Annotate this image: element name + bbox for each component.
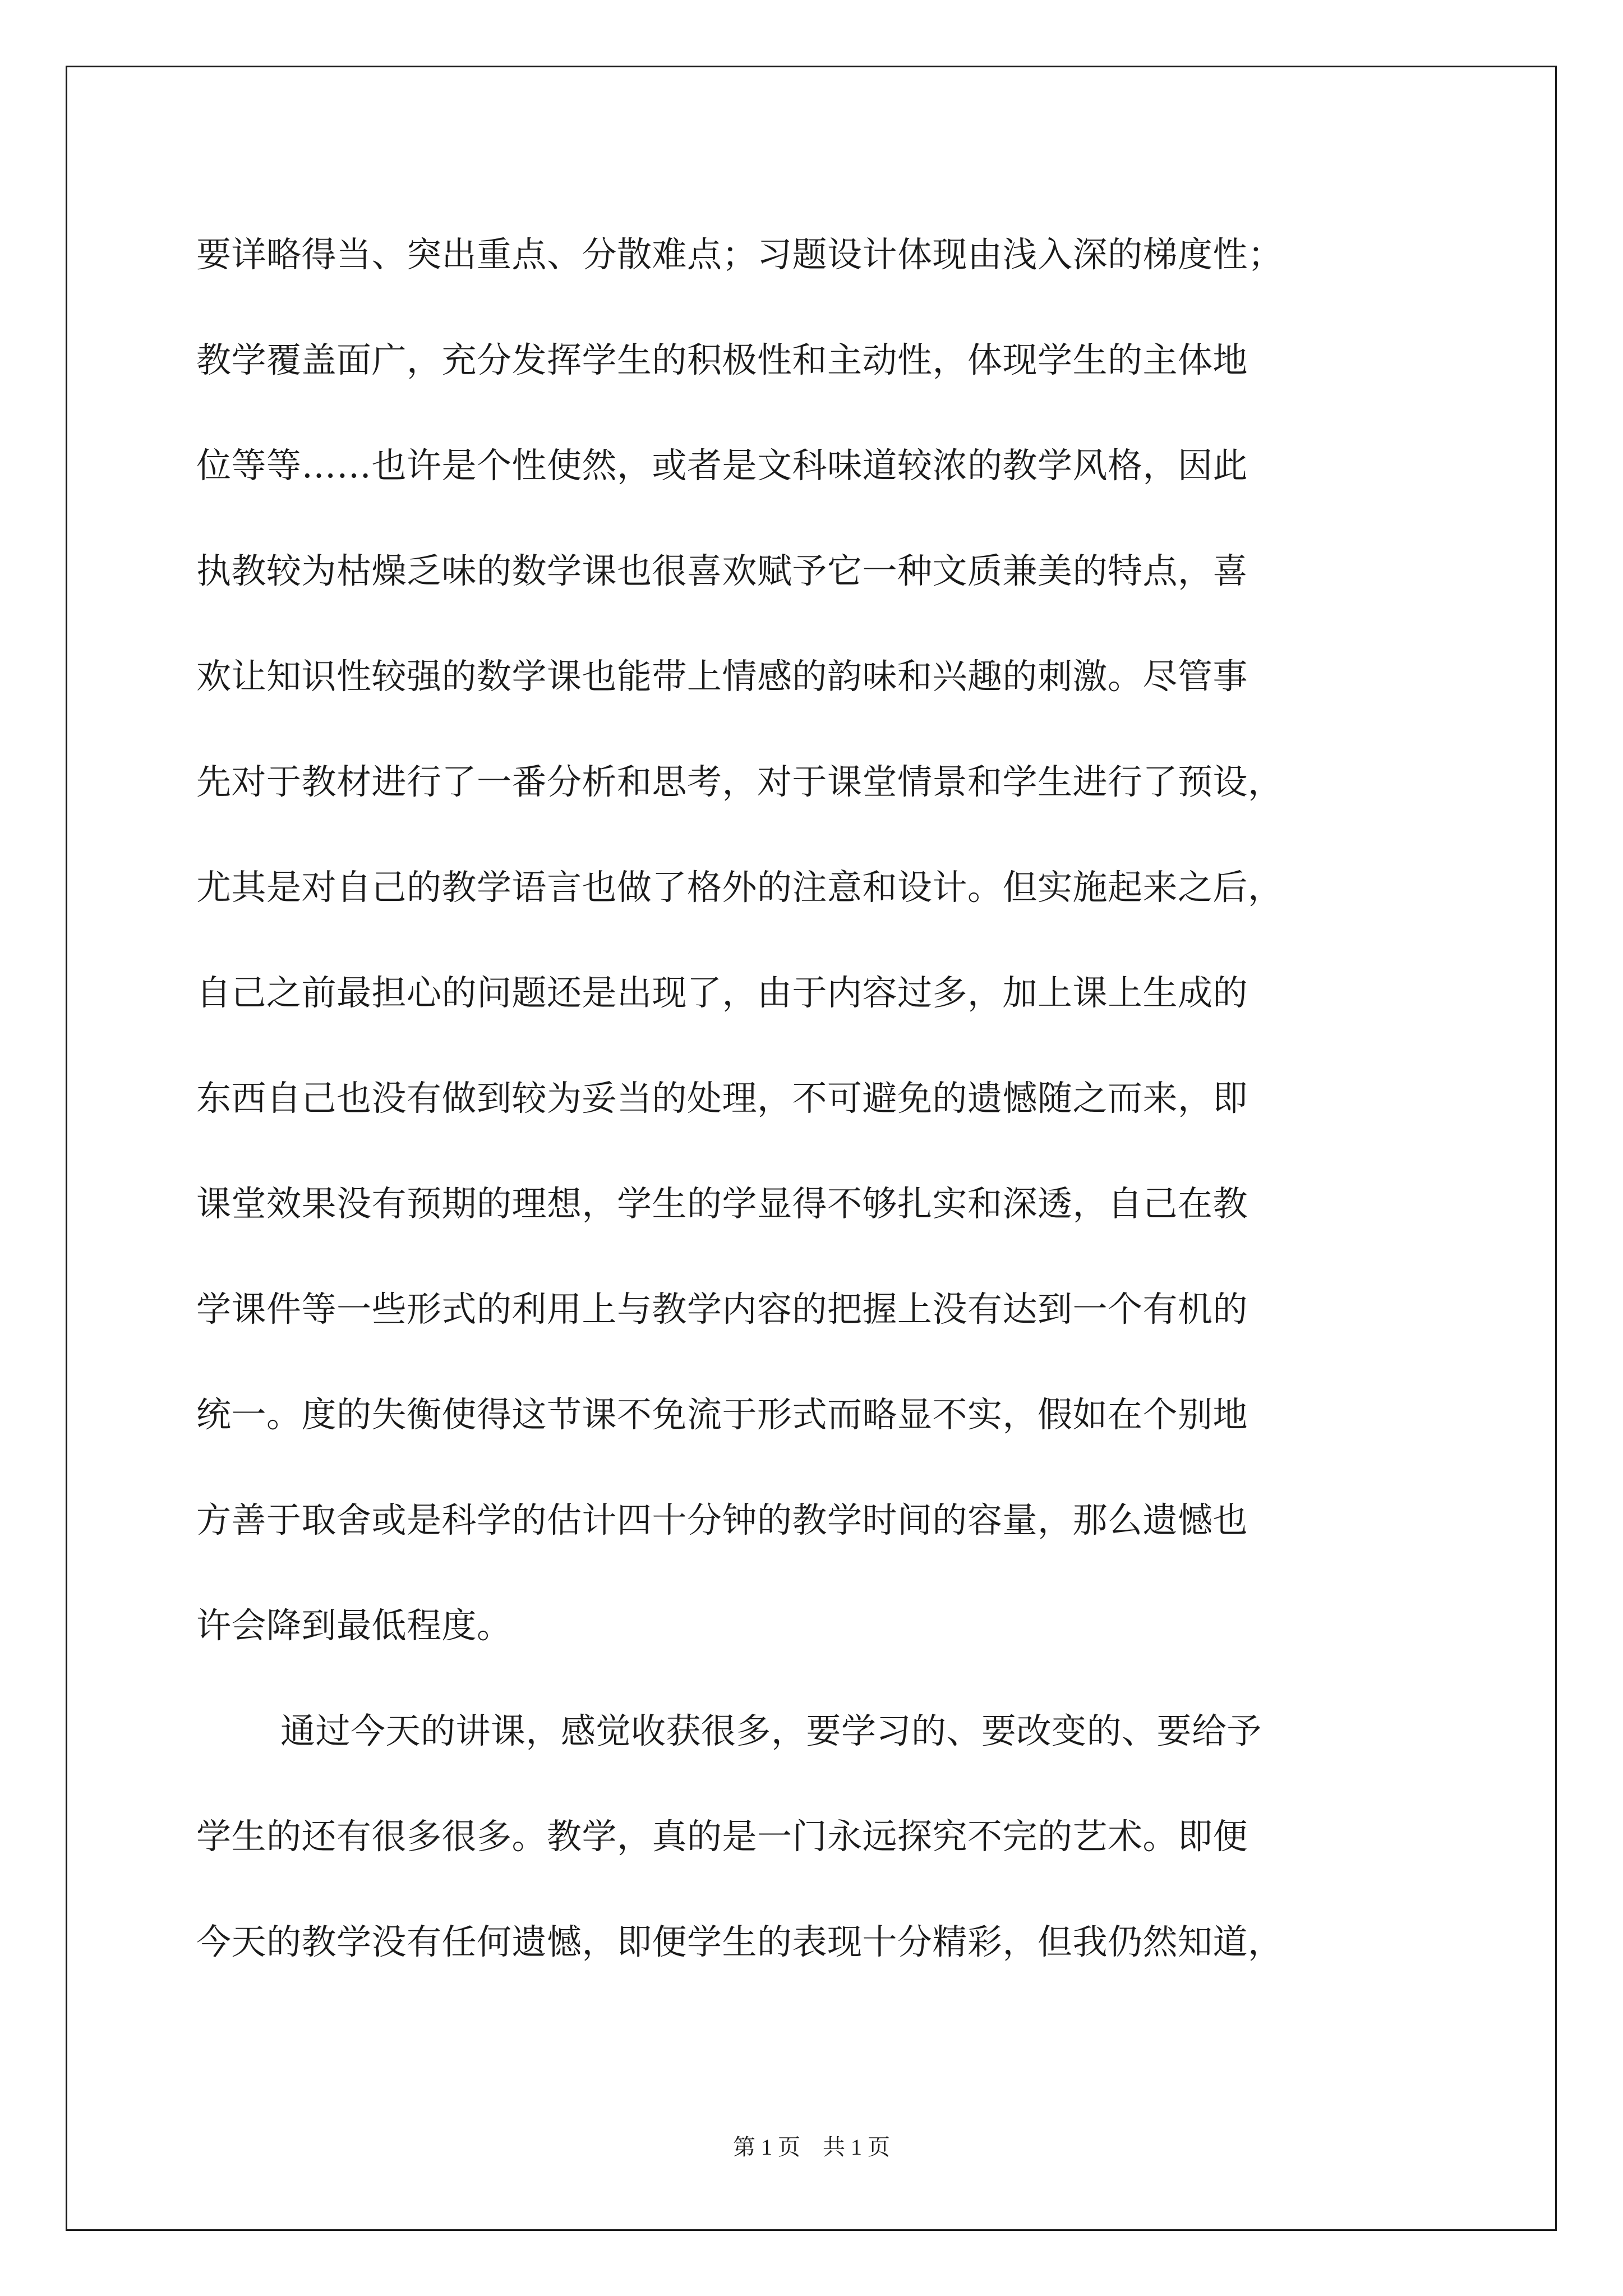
text-line: 东西自己也没有做到较为妥当的处理，不可避免的遗憾随之而来，即	[196, 1078, 1248, 1119]
text-line: 许会降到最低程度。	[196, 1605, 512, 1646]
text-line: 今天的教学没有任何遗憾，即便学生的表现十分精彩，但我仍然知道，	[196, 1921, 1283, 1962]
text-line: 欢让知识性较强的数学课也能带上情感的韵味和兴趣的刺激。尽管事	[196, 656, 1248, 697]
page-number-footer: 第 1 页 共 1 页	[733, 2134, 890, 2160]
text-line: 执教较为枯燥乏味的数学课也很喜欢赋予它一种文质兼美的特点，喜	[196, 550, 1248, 591]
text-line: 自己之前最担心的问题还是出现了，由于内容过多，加上课上生成的	[196, 972, 1248, 1013]
text-line: 位等等……也许是个性使然，或者是文科味道较浓的教学风格，因此	[196, 445, 1248, 486]
text-line: 尤其是对自己的教学语言也做了格外的注意和设计。但实施起来之后，	[196, 867, 1283, 908]
text-line: 学生的还有很多很多。教学，真的是一门永远探究不完的艺术。即便	[196, 1816, 1248, 1857]
text-line: 课堂效果没有预期的理想，学生的学显得不够扎实和深透，自己在教	[196, 1183, 1248, 1224]
document-body	[196, 202, 1430, 1995]
text-line: 统一。度的失衡使得这节课不免流于形式而略显不实，假如在个别地	[196, 1394, 1248, 1435]
paragraph-first-line: 通过今天的讲课，感觉收获很多，要学习的、要改变的、要给予	[280, 1710, 1262, 1751]
text-line: 方善于取舍或是科学的估计四十分钟的教学时间的容量，那么遗憾也	[196, 1499, 1248, 1540]
text-line: 教学覆盖面广，充分发挥学生的积极性和主动性，体现学生的主体地	[196, 339, 1248, 380]
text-line: 先对于教材进行了一番分析和思考，对于课堂情景和学生进行了预设，	[196, 761, 1283, 802]
text-line: 学课件等一些形式的利用上与教学内容的把握上没有达到一个有机的	[196, 1289, 1248, 1329]
text-line: 要详略得当、突出重点、分散难点；习题设计体现由浅入深的梯度性；	[196, 234, 1283, 275]
